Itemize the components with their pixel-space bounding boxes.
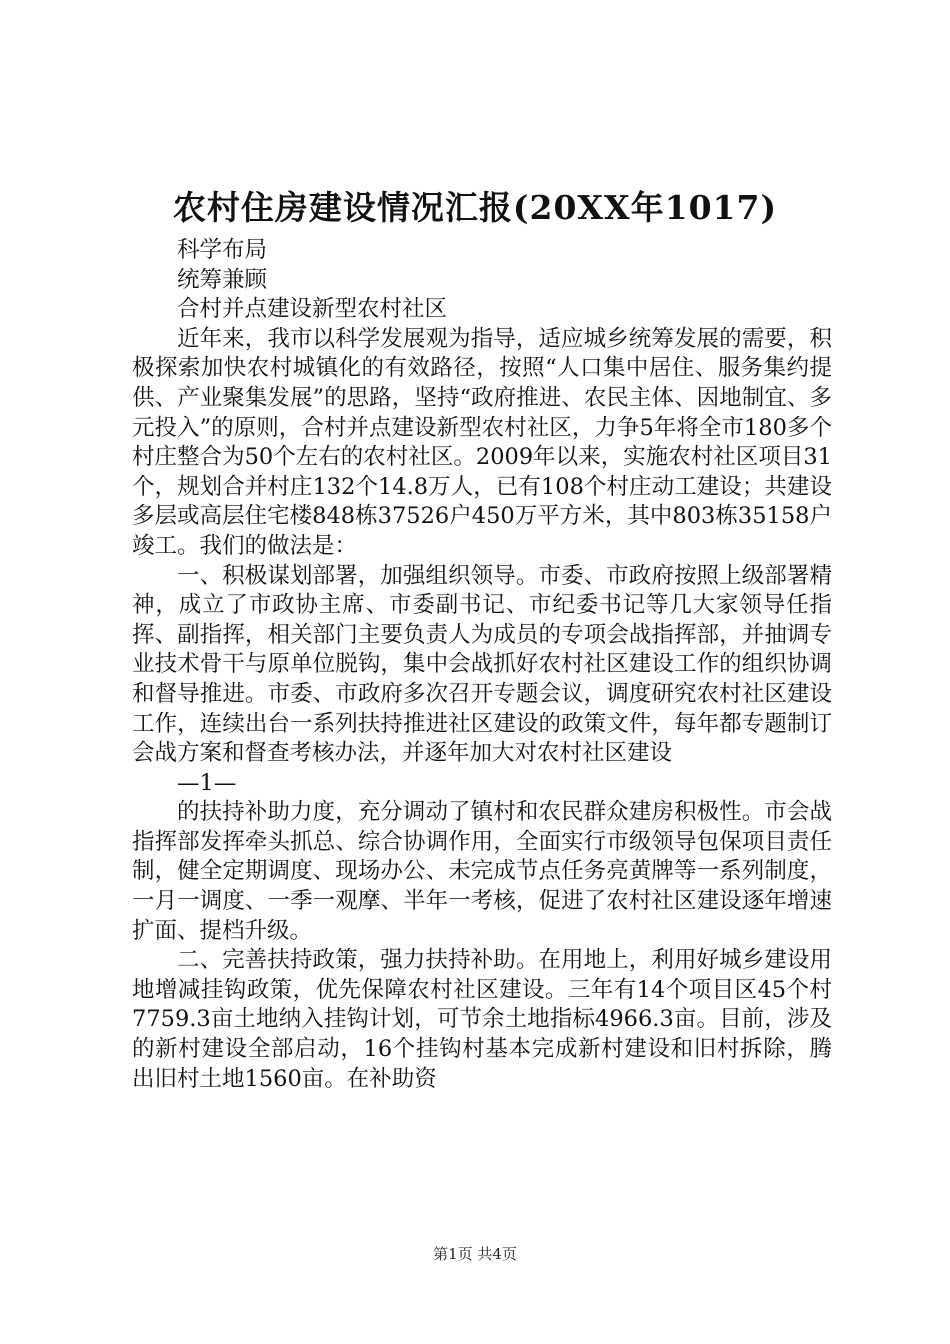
paragraph-section-1: 一、积极谋划部署，加强组织领导。市委、市政府按照上级部署精神，成立了市政协主席、市委副书记、市纪委书记等几大家领导任指挥、副指挥，相关部门主要负责人为成员的专项会战指挥部，并抽调专业技术骨干与原单位脱钩，集中会战抓好农村社区建设工作的组织协调和督导推进。市委、市政府多次召开专题会议，调度研究农村社区建设工作，连续出台一系列扶持推进社区建设的政策文件，每年都专题制订会战方案和督查考核办法，并逐年加大对农村社区建设: [132, 562, 832, 767]
paragraph-intro: 近年来，我市以科学发展观为指导，适应城乡统筹发展的需要，积极探索加快农村城镇化的有效路径，按照“人口集中居住、服务集约提供、产业聚集发展”的思路，坚持“政府推进、农民主体、因地制宜、多元投入”的原则，合村并点建设新型农村社区，力争5年将全市180多个村庄整合为50个左右的农村社区。2009年以来，实施农村社区项目31个，规划合并村庄132个14.8万人，已有108个村庄动工建设；共建设多层或高层住宅楼848栋37526户450万平方米，其中803栋35158户竣工。我们的做法是：: [132, 325, 832, 559]
document-body: [132, 236, 832, 1094]
document-title: 农村住房建设情况汇报(20XX年1017): [172, 188, 778, 227]
inline-page-marker: —1—: [177, 769, 237, 796]
paragraph-section-2: 二、完善扶持政策，强力扶持补助。在用地上，利用好城乡建设用地增减挂钩政策，优先保障农村社区建设。三年有14个项目区45个村7759.3亩土地纳入挂钩计划，可节余土地指标4966.3亩。目前，涉及的新村建设全部启动，16个挂钩村基本完成新村建设和旧村拆除，腾出旧村土地1560亩。在补助资: [132, 947, 832, 1092]
subtitle-line-1: 科学布局: [177, 237, 268, 263]
paragraph-section-1-continued: 的扶持补助力度，充分调动了镇村和农民群众建房积极性。市会战指挥部发挥牵头抓总、综合协调作用，全面实行市级领导包保项目责任制，健全定期调度、现场办公、未完成节点任务亮黄牌等一系列制度，一月一调度、一季一观摩、半年一考核，促进了农村社区建设逐年增速扩面、提档升级。: [132, 799, 832, 944]
subtitle-line-3: 合村并点建设新型农村社区: [177, 296, 448, 323]
page-footer: 第1页 共4页: [433, 1245, 517, 1263]
subtitle-line-2: 统筹兼顾: [177, 266, 268, 293]
